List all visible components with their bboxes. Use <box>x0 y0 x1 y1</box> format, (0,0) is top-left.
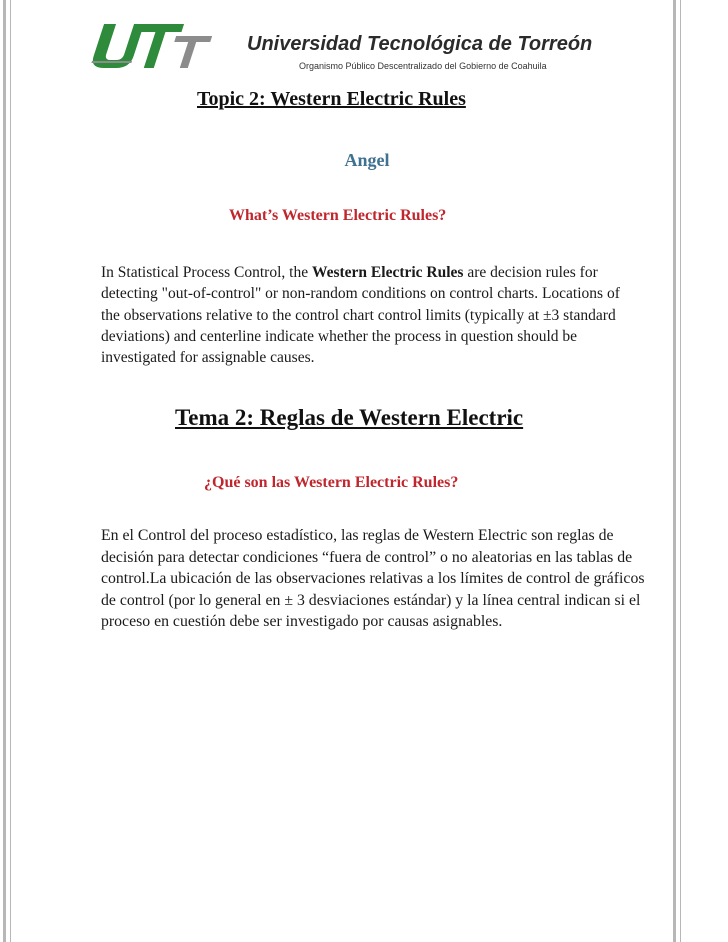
page-border-right-inner <box>680 0 681 942</box>
english-paragraph <box>101 262 636 368</box>
page-border-right-outer <box>673 0 676 942</box>
university-subtitle: Organismo Público Descentralizado del Gobierno de Coahuila <box>299 61 547 71</box>
page-border-left-outer <box>3 0 6 942</box>
english-question: What’s Western Electric Rules? <box>229 207 447 224</box>
english-paragraph-end: are decision rules for detecting "out-of-control" or non-random conditions on control charts. Locations of the observations relative to the control chart control limits (typically at ±3 standard deviations) and centerline indicate whether the process in question should be investigated for assignable causes. <box>101 264 620 367</box>
page-border-left-inner <box>10 0 11 942</box>
utt-logo <box>86 18 212 72</box>
spanish-title: Tema 2: Reglas de Western Electric <box>175 405 524 430</box>
author-line <box>0 150 728 171</box>
english-paragraph-bold: Western Electric Rules <box>311 264 464 281</box>
spanish-question: ¿Qué son las Western Electric Rules? <box>204 474 459 491</box>
english-paragraph-start: In Statistical Process Control, the <box>101 264 312 281</box>
spanish-paragraph: En el Control del proceso estadístico, las reglas de Western Electric son reglas de decisión para detectar condiciones “fuera de control” o no aleatorias en las tablas de control.La ubicación de las observaciones relativas a los límites de control de gráficos de control (por lo general en ± 3 desviaciones estándar) y la línea central indican si el proceso en cuestión debe ser investigado por causas asignables. <box>101 527 645 630</box>
english-title: Topic 2: Western Electric Rules <box>197 88 466 110</box>
author-name: Angel <box>344 150 390 170</box>
university-name: Universidad Tecnológica de Torreón <box>247 33 593 55</box>
